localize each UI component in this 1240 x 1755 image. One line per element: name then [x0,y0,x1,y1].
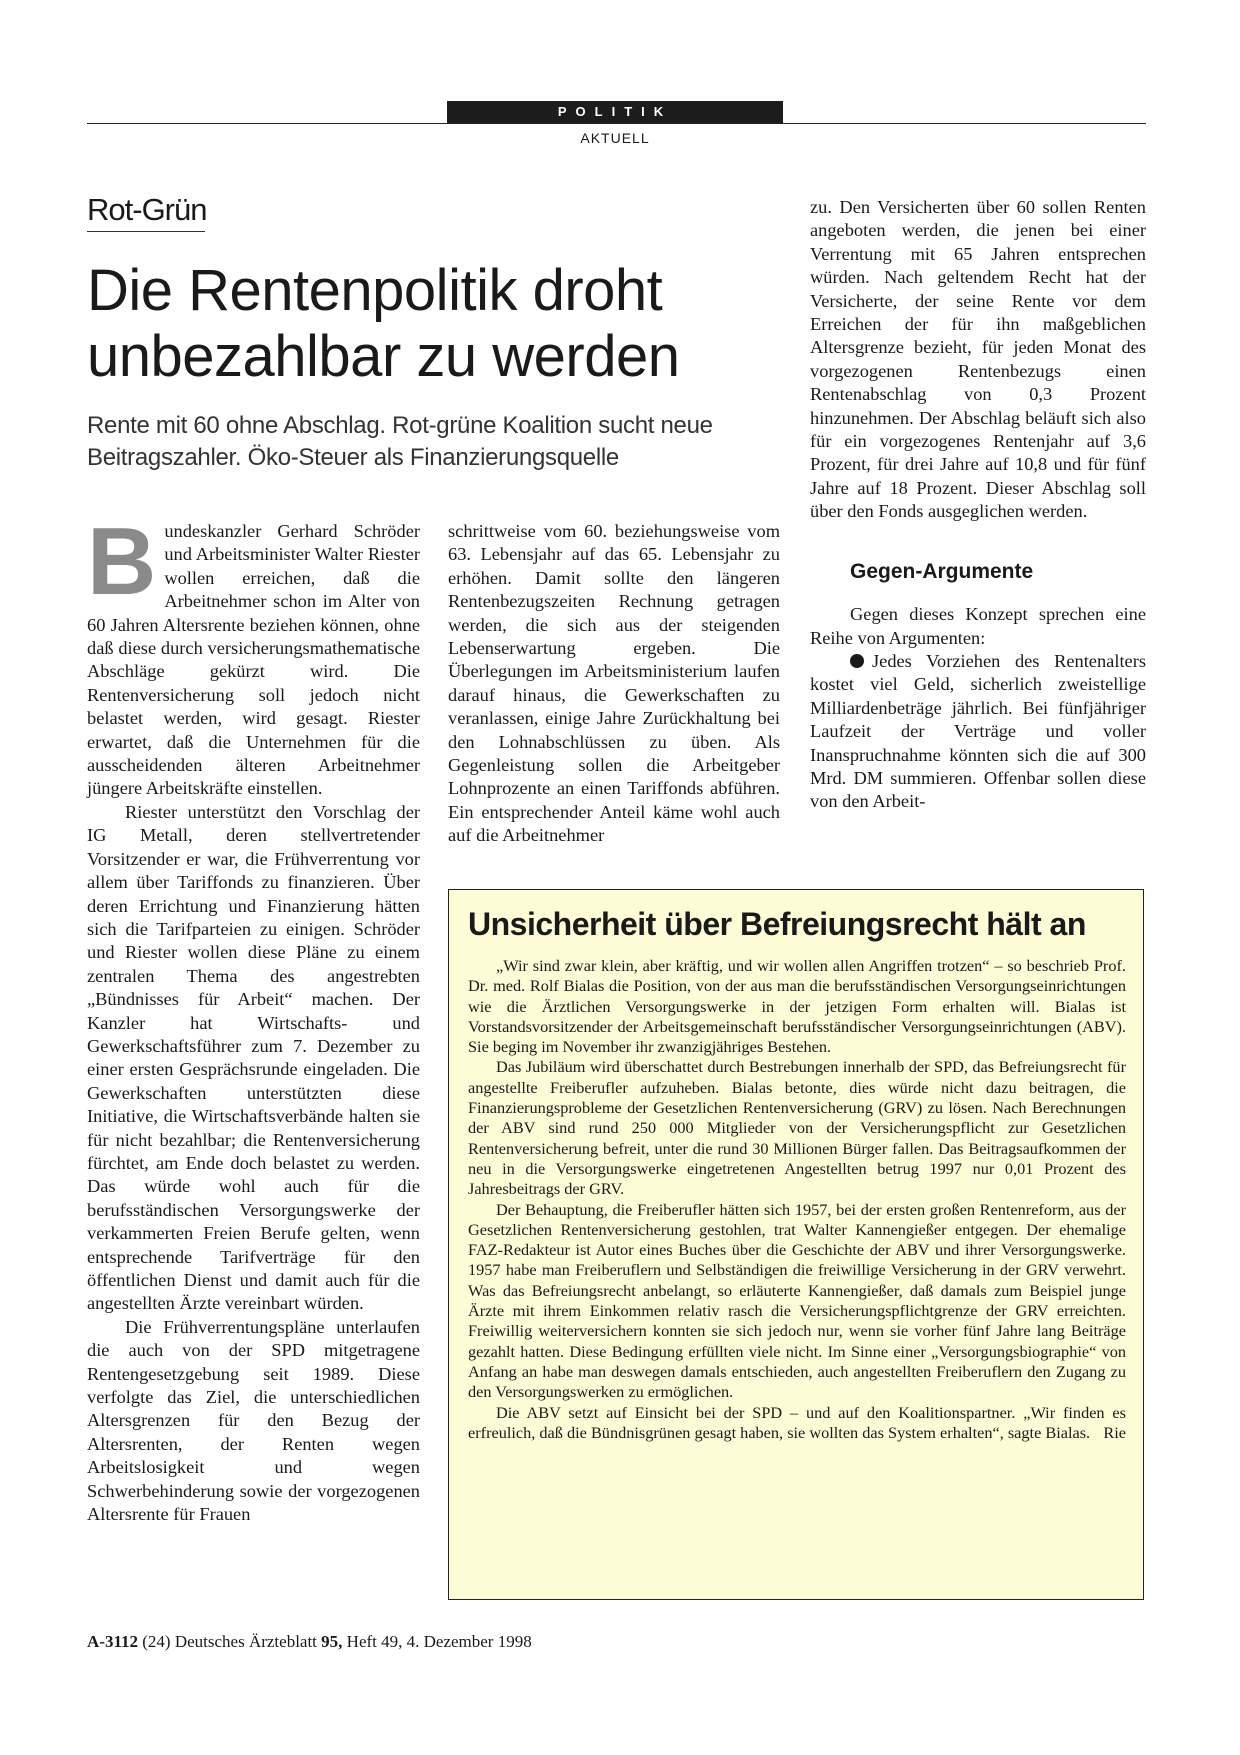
info-box-body [468,956,1126,1443]
article-paragraph: zu. Den Versicherten über 60 sollen Renten angeboten werden, die jenen bei einer Verrentung mit 65 Jahren entsprechen würden. Nach geltendem Recht hat der Versicherte, der seine Rente vor dem Erreichen der für ihn maßgeblichen Altersgrenze bezieht, für jeden Monat des vorgezogenen Rentenbezugs einen Rentenabschlag von 0,3 Prozent hinzunehmen. Der Abschlag beläuft sich also für ein vorgezogenes Rentenjahr auf 3,6 Prozent, für drei Jahre auf 10,8 und für fünf Jahre auf 18 Prozent. Dieser Abschlag soll über den Fonds ausgeglichen werden. [810,197,1146,522]
article-paragraph: Gegen dieses Konzept sprechen eine Reihe von Argumenten: [810,604,1146,648]
article-paragraph: schrittweise vom 60. beziehungsweise vom 63. Lebensjahr auf das 65. Lebensjahr zu erhöhen. Damit sollte den längeren Rentenbezugszeiten Rechnung getragen werden, die sich aus der steigenden Lebenserwartung ergeben. Die Überlegungen im Arbeitsministerium laufen darauf hinaus, die Gewerkschaften zu veranlassen, einige Jahre Zurückhaltung bei den Lohnabschlüssen zu üben. Als Gegenleistung sollen die Arbeitgeber Lohnprozente an einen Tariffonds abführen. Ein entsprechender Anteil käme wohl auch auf die Arbeitnehmer [448,521,780,846]
article-paragraph: Die Frühverrentungspläne unterlaufen die auch von der SPD mitgetragene Rentengesetzgebung seit 1989. Diese verfolgte das Ziel, die unterschiedlichen Altersgrenzen für den Bezug der Altersrenten, der Renten wegen Arbeitslosigkeit und wegen Schwerbehinderung sowie der vorgezogenen Altersrente für Frauen [87,1316,420,1525]
article-teaser: Rente mit 60 ohne Abschlag. Rot-grüne Koalition sucht neue Beitragszahler. Öko-Steuer als Finanzierungsquelle [87,412,713,471]
article-column-1 [87,508,420,1526]
citation-volume: 95, [321,1632,343,1651]
subsection-label: AKTUELL [580,130,650,146]
article-paragraph: Bundeskanzler Gerhard Schröder und Arbeitsminister Walter Riester wollen erreichen, daß die Arbeitnehmer schon im Alter von 60 Jahren Altersrente beziehen können, ohne daß diese durch versicherungsmathematische Abschläge gekürzt wird. Die Rentenversicherung soll jedoch nicht belastet werden, wird gesagt. Riester erwartet, daß die Unternehmen für die ausscheidenden älteren Arbeitnehmer jüngere Arbeitskräfte einstellen. [87,508,420,799]
drop-cap: B [87,508,157,615]
kicker-rule [87,231,205,232]
info-box-paragraph: Die ABV setzt auf Einsicht bei der SPD – und auf den Koalitionspartner. „Wir finden es erfreulich, daß die Bündnisgrünen gesagt haben, sie wollten das System erhalten“, sagte Bialas. [468,1402,1126,1442]
article-column-2 [448,520,780,848]
citation-end: Heft 49, 4. Dezember 1998 [342,1632,532,1651]
info-box-paragraph: „Wir sind zwar klein, aber kräftig, und wir wollen allen Angriffen trotzen“ – so beschrieb Prof. Dr. med. Rolf Bialas die Position, von der aus man die berufsständischen Versorgungseinrichtungen wie die Ärztlichen Versorgungswerke in der jetzigen Form erhalten will. Bialas ist Vorstandsvorsitzender der Arbeitsgemeinschaft berufsständischer Versorgungseinrichtungen (ABV). Sie beging im November ihr zwanzigjähriges Bestehen. [468,956,1126,1057]
article-kicker: Rot-Grün [87,192,207,227]
article-column-3 [810,196,1146,814]
article-headline: Die Rentenpolitik droht unbezahlbar zu werden [87,258,680,389]
article-paragraph: Riester unterstützt den Vorschlag der IG Metall, deren stellvertretender Vorsitzender er war, die Frühverrentung vor allem über Tariffonds zu finanzieren. Über deren Errichtung und Finanzierung hätten sich die Tarifparteien zu einigen. Schröder und Riester wollen diese Pläne zu einem zentralen Thema des angestrebten „Bündnisses für Arbeit“ machen. Der Kanzler hat Wirtschafts- und Gewerkschaftsführer zum 7. Dezember zu einer ersten Gesprächsrunde eingeladen. Die Gewerkschaften unterstützten diese Initiative, die Wirtschaftsverbände halten sie für nicht bezahlbar; die Rentenversicherung fürchtet, am Ende doch belastet zu werden. Das würde wohl auch für die berufsständischen Versorgungswerke der verkammerten Freien Berufe gelten, wenn entsprechende Tarifverträge für den öffentlichen Dienst und damit auch für die angestellten Ärzte vereinbart würden. [87,801,420,1314]
bullet-item: Jedes Vorziehen des Rentenalters kostet viel Geld, sicherlich zweistellige Milliardenbeträge jährlich. Bei fünfjähriger Laufzeit der Verträge und voller Inanspruchnahme könnten sich die auf 300 Mrd. DM summieren. Offenbar sollen diese von den Arbeit- [810,650,1146,812]
info-box [448,889,1144,1600]
info-box-paragraph: Der Behauptung, die Freiberufler hätten sich 1957, bei der ersten großen Rentenreform, aus der Gesetzlichen Rentenversicherung gestohlen, trat Walter Kannengießer entgegen. Der ehemalige FAZ-Redakteur ist Autor eines Buches über die Geschichte der ABV und ihrer Versorgungswerke. 1957 habe man Freiberuflern und Selbständigen die freiwillige Versicherung in der GRV verwehrt. Was das Befreiungsrecht anbelangt, so erläuterte Kannengießer, daß damals zum Beispiel junge Ärzte mit ihrem Einkommen relativ rasch die Versicherungspflichtgrenze der GRV erreichten. Freiwillig weiterversichern konnten sie sich jedoch nur, wenn sie vorher fünf Jahre lang Beiträge gezahlt hatten. Diese Bedingung erfüllten viele nicht. Im Sinne einer „Versorgungsbiographie“ von Anfang an habe man deswegen damals entschieden, auch angestellten Freiberuflern den Zugang zu den Versorgungswerken zu ermöglichen. [468,1199,1126,1402]
author-signature: Rie [1103,1423,1126,1443]
subheading: Gegen-Argumente [850,559,1034,583]
citation-start: (24) Deutsches Ärzteblatt [142,1632,322,1651]
info-box-title: Unsicherheit über Befreiungsrecht hält an [468,906,1086,942]
section-label: POLITIK [447,101,783,123]
info-box-paragraph: Das Jubiläum wird überschattet durch Bestrebungen innerhalb der SPD, das Befreiungsrecht für angestellte Freiberufler aufzuheben. Bialas betonte, dies würde nicht dazu beitragen, die Finanzierungsprobleme der Gesetzlichen Rentenversicherung (GRV) zu lösen. Nach Berechnungen der ABV sind rund 250 000 Mitglieder von der Versicherungspflicht zur Gesetzlichen Rentenversicherung befreit, unter die rund 30 Millionen Bürger fallen. Das Beitragsaufkommen der neu in die Versorgungswerke eingetretenen Angestellten betrug 1997 nur 0,01 Prozent des Jahresbeitrags der GRV. [468,1057,1126,1199]
bullet-icon [850,654,864,668]
page-code: A-3112 [87,1632,138,1651]
header-rule [87,123,1146,124]
page-footer [87,1632,532,1652]
